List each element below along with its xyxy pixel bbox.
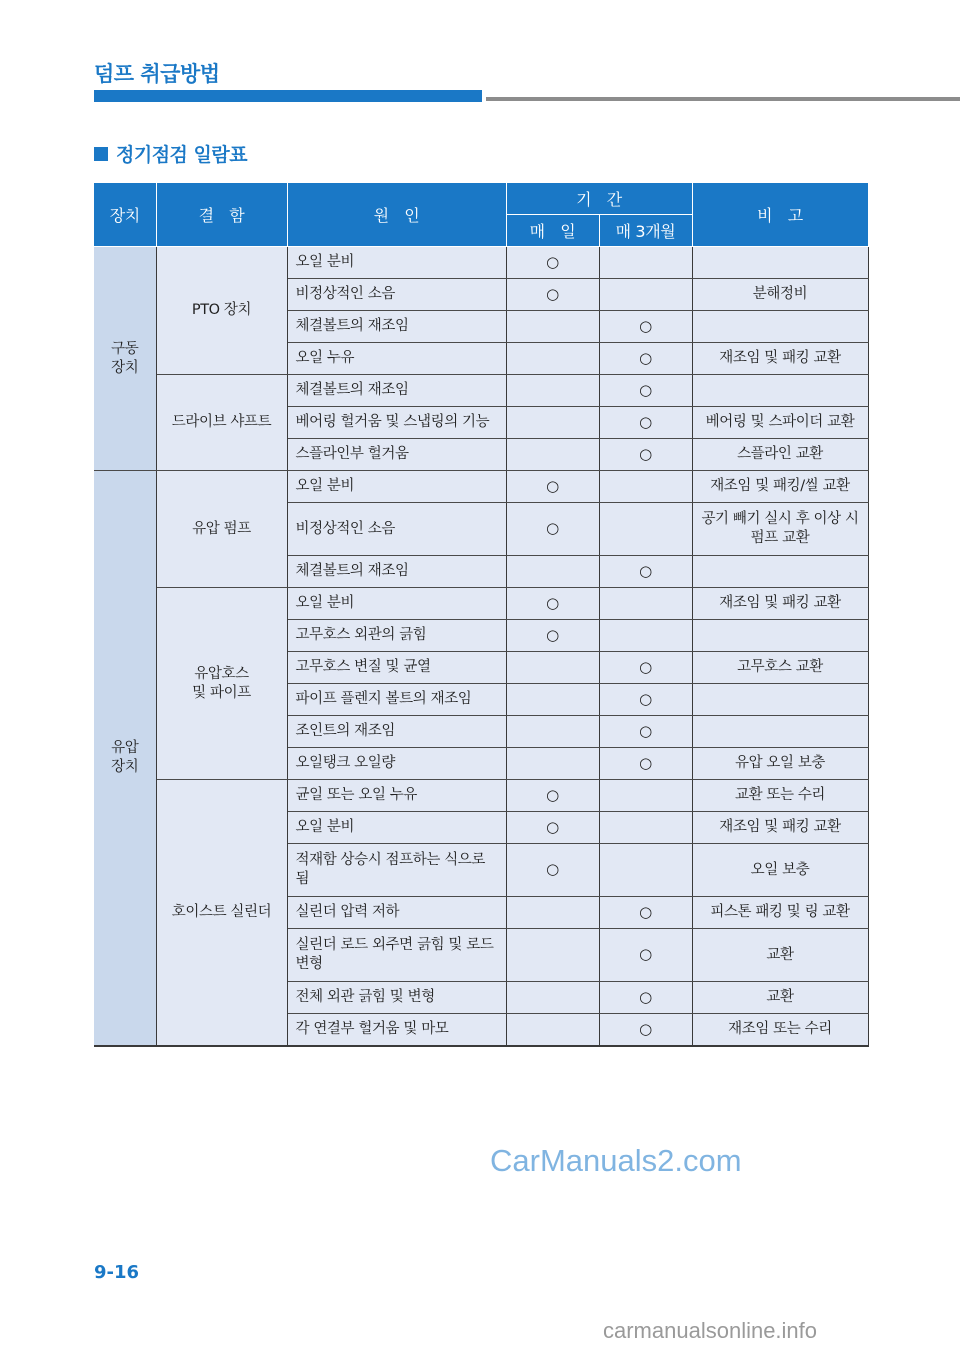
cause-cell: 실린더 압력 저하 xyxy=(287,897,506,929)
page-number: 9-16 xyxy=(94,1262,140,1283)
quarterly-cell xyxy=(599,1014,692,1047)
cause-cell: 오일 분비 xyxy=(287,588,506,620)
quarterly-cell xyxy=(599,897,692,929)
note-cell: 스플라인 교환 xyxy=(692,439,868,471)
quarterly-cell xyxy=(599,982,692,1014)
check-circle-icon: ○ xyxy=(546,476,559,495)
cause-cell: 고무호스 변질 및 균열 xyxy=(287,652,506,684)
daily-cell xyxy=(506,588,599,620)
cause-cell: 실린더 로드 외주면 긁힘 및 로드 변형 xyxy=(287,929,506,982)
cause-cell: 체결볼트의 재조임 xyxy=(287,556,506,588)
check-circle-icon: ○ xyxy=(639,945,652,964)
cause-cell: 오일 분비 xyxy=(287,471,506,503)
cause-cell: 전체 외관 긁힘 및 변형 xyxy=(287,982,506,1014)
header-bar-accent xyxy=(94,90,482,102)
note-cell xyxy=(692,684,868,716)
check-circle-icon: ○ xyxy=(639,1019,652,1038)
note-cell xyxy=(692,247,868,279)
daily-cell xyxy=(506,343,599,375)
check-circle-icon: ○ xyxy=(639,316,652,335)
daily-cell xyxy=(506,439,599,471)
cause-cell: 오일 누유 xyxy=(287,343,506,375)
check-circle-icon: ○ xyxy=(546,625,559,644)
daily-cell xyxy=(506,716,599,748)
quarterly-cell xyxy=(599,556,692,588)
note-cell: 교환 또는 수리 xyxy=(692,780,868,812)
note-cell: 재조임 및 패킹/씰 교환 xyxy=(692,471,868,503)
table-row xyxy=(94,471,868,503)
quarterly-cell xyxy=(599,375,692,407)
table-row xyxy=(94,247,868,279)
watermark: CarManuals2.com xyxy=(490,1143,742,1178)
cause-cell: 각 연결부 헐거움 및 마모 xyxy=(287,1014,506,1047)
cause-cell: 체결볼트의 재조임 xyxy=(287,375,506,407)
check-circle-icon: ○ xyxy=(639,721,652,740)
quarterly-cell xyxy=(599,620,692,652)
quarterly-cell xyxy=(599,844,692,897)
section-title: 정기점검 일람표 xyxy=(116,144,248,166)
cause-cell: 체결볼트의 재조임 xyxy=(287,311,506,343)
square-bullet-icon xyxy=(94,147,108,161)
quarterly-cell xyxy=(599,279,692,311)
cause-cell: 적재함 상승시 점프하는 식으로 됨 xyxy=(287,844,506,897)
check-circle-icon: ○ xyxy=(546,252,559,271)
note-cell: 분해정비 xyxy=(692,279,868,311)
table-body xyxy=(94,247,868,1047)
daily-cell xyxy=(506,652,599,684)
note-cell: 교환 xyxy=(692,982,868,1014)
note-cell xyxy=(692,375,868,407)
daily-cell xyxy=(506,684,599,716)
daily-cell xyxy=(506,279,599,311)
check-circle-icon: ○ xyxy=(546,817,559,836)
table-row xyxy=(94,375,868,407)
quarterly-cell xyxy=(599,247,692,279)
daily-cell xyxy=(506,556,599,588)
quarterly-cell xyxy=(599,439,692,471)
note-cell: 교환 xyxy=(692,929,868,982)
note-cell: 재조임 및 패킹 교환 xyxy=(692,343,868,375)
daily-cell xyxy=(506,1014,599,1047)
table-row xyxy=(94,588,868,620)
daily-cell xyxy=(506,503,599,556)
check-circle-icon: ○ xyxy=(639,444,652,463)
cause-cell: 스플라인부 헐거움 xyxy=(287,439,506,471)
check-circle-icon: ○ xyxy=(639,753,652,772)
cause-cell: 오일탱크 오일량 xyxy=(287,748,506,780)
daily-cell xyxy=(506,748,599,780)
quarterly-cell xyxy=(599,780,692,812)
header-bar-rule xyxy=(486,97,960,101)
cause-cell: 조인트의 재조임 xyxy=(287,716,506,748)
quarterly-cell xyxy=(599,503,692,556)
quarterly-cell xyxy=(599,588,692,620)
device-cell: 유압 장치 xyxy=(94,471,156,1047)
defect-cell: PTO 장치 xyxy=(156,247,287,375)
defect-cell: 드라이브 샤프트 xyxy=(156,375,287,471)
daily-cell xyxy=(506,311,599,343)
quarterly-cell xyxy=(599,652,692,684)
note-cell: 재조임 또는 수리 xyxy=(692,1014,868,1047)
note-cell xyxy=(692,716,868,748)
check-circle-icon: ○ xyxy=(546,785,559,804)
daily-cell xyxy=(506,471,599,503)
note-cell: 공기 빼기 실시 후 이상 시 펌프 교환 xyxy=(692,503,868,556)
cause-cell: 오일 분비 xyxy=(287,812,506,844)
check-circle-icon: ○ xyxy=(546,593,559,612)
quarterly-cell xyxy=(599,716,692,748)
note-cell: 유압 오일 보충 xyxy=(692,748,868,780)
cause-cell: 오일 분비 xyxy=(287,247,506,279)
note-cell: 베어링 및 스파이더 교환 xyxy=(692,407,868,439)
header-period: 기 간 xyxy=(506,183,692,215)
cause-cell: 베어링 헐거움 및 스냅링의 기능 xyxy=(287,407,506,439)
daily-cell xyxy=(506,247,599,279)
daily-cell xyxy=(506,407,599,439)
header-defect: 결 함 xyxy=(156,183,287,247)
quarterly-cell xyxy=(599,471,692,503)
cause-cell: 비정상적인 소음 xyxy=(287,279,506,311)
header-daily: 매 일 xyxy=(506,215,599,247)
section-heading xyxy=(94,140,247,167)
check-circle-icon: ○ xyxy=(546,860,559,879)
cause-cell: 고무호스 외관의 긁힘 xyxy=(287,620,506,652)
header-note: 비 고 xyxy=(692,183,868,247)
daily-cell xyxy=(506,982,599,1014)
header-title: 덤프 취급방법 xyxy=(94,62,220,86)
note-cell xyxy=(692,556,868,588)
check-circle-icon: ○ xyxy=(639,348,652,367)
check-circle-icon: ○ xyxy=(546,284,559,303)
quarterly-cell xyxy=(599,812,692,844)
daily-cell xyxy=(506,780,599,812)
cause-cell: 파이프 플렌지 볼트의 재조임 xyxy=(287,684,506,716)
device-cell: 구동 장치 xyxy=(94,247,156,471)
note-cell: 오일 보충 xyxy=(692,844,868,897)
check-circle-icon: ○ xyxy=(639,902,652,921)
header-quarterly: 매 3개월 xyxy=(599,215,692,247)
daily-cell xyxy=(506,812,599,844)
footer-site: carmanualsonline.info xyxy=(603,1318,818,1343)
daily-cell xyxy=(506,897,599,929)
quarterly-cell xyxy=(599,929,692,982)
quarterly-cell xyxy=(599,343,692,375)
cause-cell: 비정상적인 소음 xyxy=(287,503,506,556)
check-circle-icon: ○ xyxy=(639,657,652,676)
quarterly-cell xyxy=(599,684,692,716)
daily-cell xyxy=(506,375,599,407)
cause-cell: 균일 또는 오일 누유 xyxy=(287,780,506,812)
defect-cell: 유압 펌프 xyxy=(156,471,287,588)
note-cell xyxy=(692,620,868,652)
check-circle-icon: ○ xyxy=(639,561,652,580)
daily-cell xyxy=(506,844,599,897)
note-cell xyxy=(692,311,868,343)
daily-cell xyxy=(506,620,599,652)
quarterly-cell xyxy=(599,311,692,343)
defect-cell: 호이스트 실린더 xyxy=(156,780,287,1047)
check-circle-icon: ○ xyxy=(639,412,652,431)
quarterly-cell xyxy=(599,407,692,439)
note-cell: 고무호스 교환 xyxy=(692,652,868,684)
check-circle-icon: ○ xyxy=(639,987,652,1006)
daily-cell xyxy=(506,929,599,982)
note-cell: 재조임 및 패킹 교환 xyxy=(692,812,868,844)
defect-cell: 유압호스 및 파이프 xyxy=(156,588,287,780)
inspection-table xyxy=(94,183,869,1047)
check-circle-icon: ○ xyxy=(639,689,652,708)
quarterly-cell xyxy=(599,748,692,780)
check-circle-icon: ○ xyxy=(546,519,559,538)
header-device: 장치 xyxy=(94,183,156,247)
check-circle-icon: ○ xyxy=(639,380,652,399)
header-cause: 원 인 xyxy=(287,183,506,247)
note-cell: 피스톤 패킹 및 링 교환 xyxy=(692,897,868,929)
table-row xyxy=(94,780,868,812)
note-cell: 재조임 및 패킹 교환 xyxy=(692,588,868,620)
